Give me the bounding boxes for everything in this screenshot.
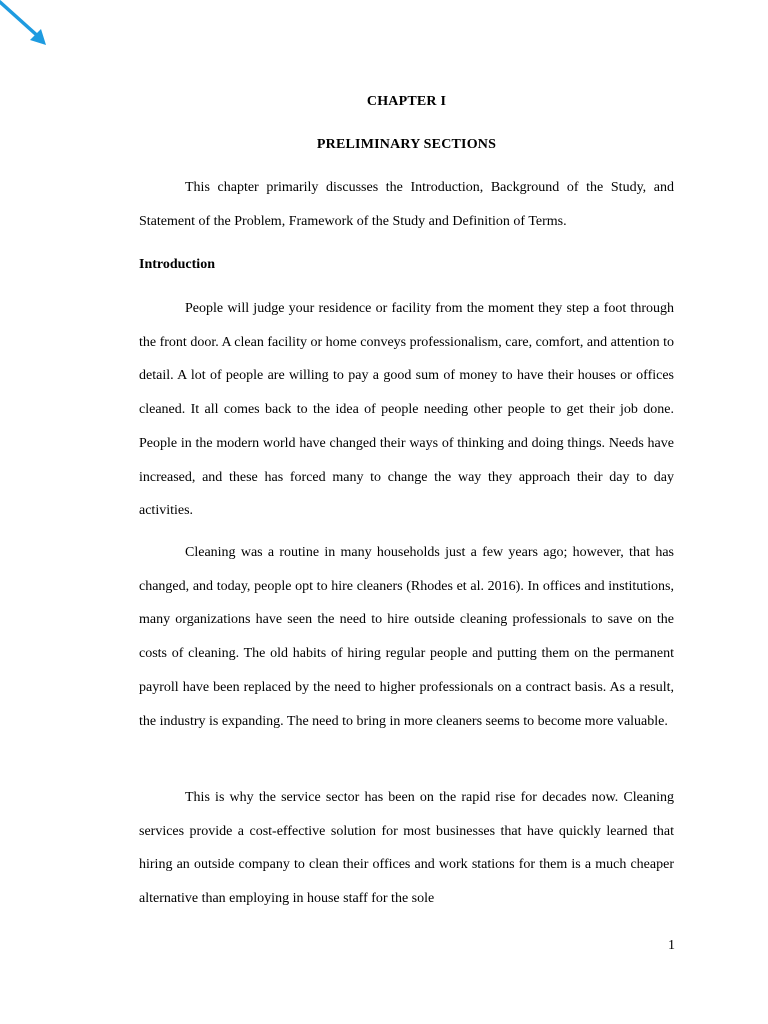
paragraph <box>139 781 674 916</box>
paragraph-text: This chapter primarily discusses the Introduction, Background of the Study, and Statement of the Problem, Framework of the Study and Definition of Terms. <box>139 180 674 229</box>
paragraph-text: Cleaning was a routine in many households just a few years ago; however, that has changed, and today, people opt to hire cleaners (Rhodes et al. 2016). In offices and institutions, many organizations have seen the need to hire outside cleaning professionals to save on the costs of cleaning. The old habits of hiring regular people and putting them on the permanent payroll have been replaced by the need to higher professionals on a contract basis. As a result, the industry is expanding. The need to bring in more cleaners seems to become more valuable. <box>139 545 674 729</box>
diagonal-arrow-icon <box>0 0 50 48</box>
paragraph <box>139 536 674 738</box>
page-number: 1 <box>668 938 675 953</box>
chapter-heading: CHAPTER I <box>366 94 447 109</box>
paragraph <box>139 171 674 238</box>
paragraph <box>139 292 674 528</box>
introduction-heading: Introduction <box>139 257 215 272</box>
section-title: PRELIMINARY SECTIONS <box>316 137 497 152</box>
paragraph-text: This is why the service sector has been on the rapid rise for decades now. Cleaning services provide a cost-effective solution for most businesses that have quickly learned that hiring an outside company to clean their offices and work stations for them is a much cheaper alternative than employing in house staff for the sole <box>139 790 674 907</box>
paragraph-text: People will judge your residence or facility from the moment they step a foot through the front door. A clean facility or home conveys professionalism, care, comfort, and attention to detail. A lot of people are willing to pay a good sum of money to have their houses or offices cleaned. It all comes back to the idea of people needing other people to get their job done. People in the modern world have changed their ways of thinking and doing things. Needs have increased, and these has forced many to change the way they approach their day to day activities. <box>139 301 674 519</box>
